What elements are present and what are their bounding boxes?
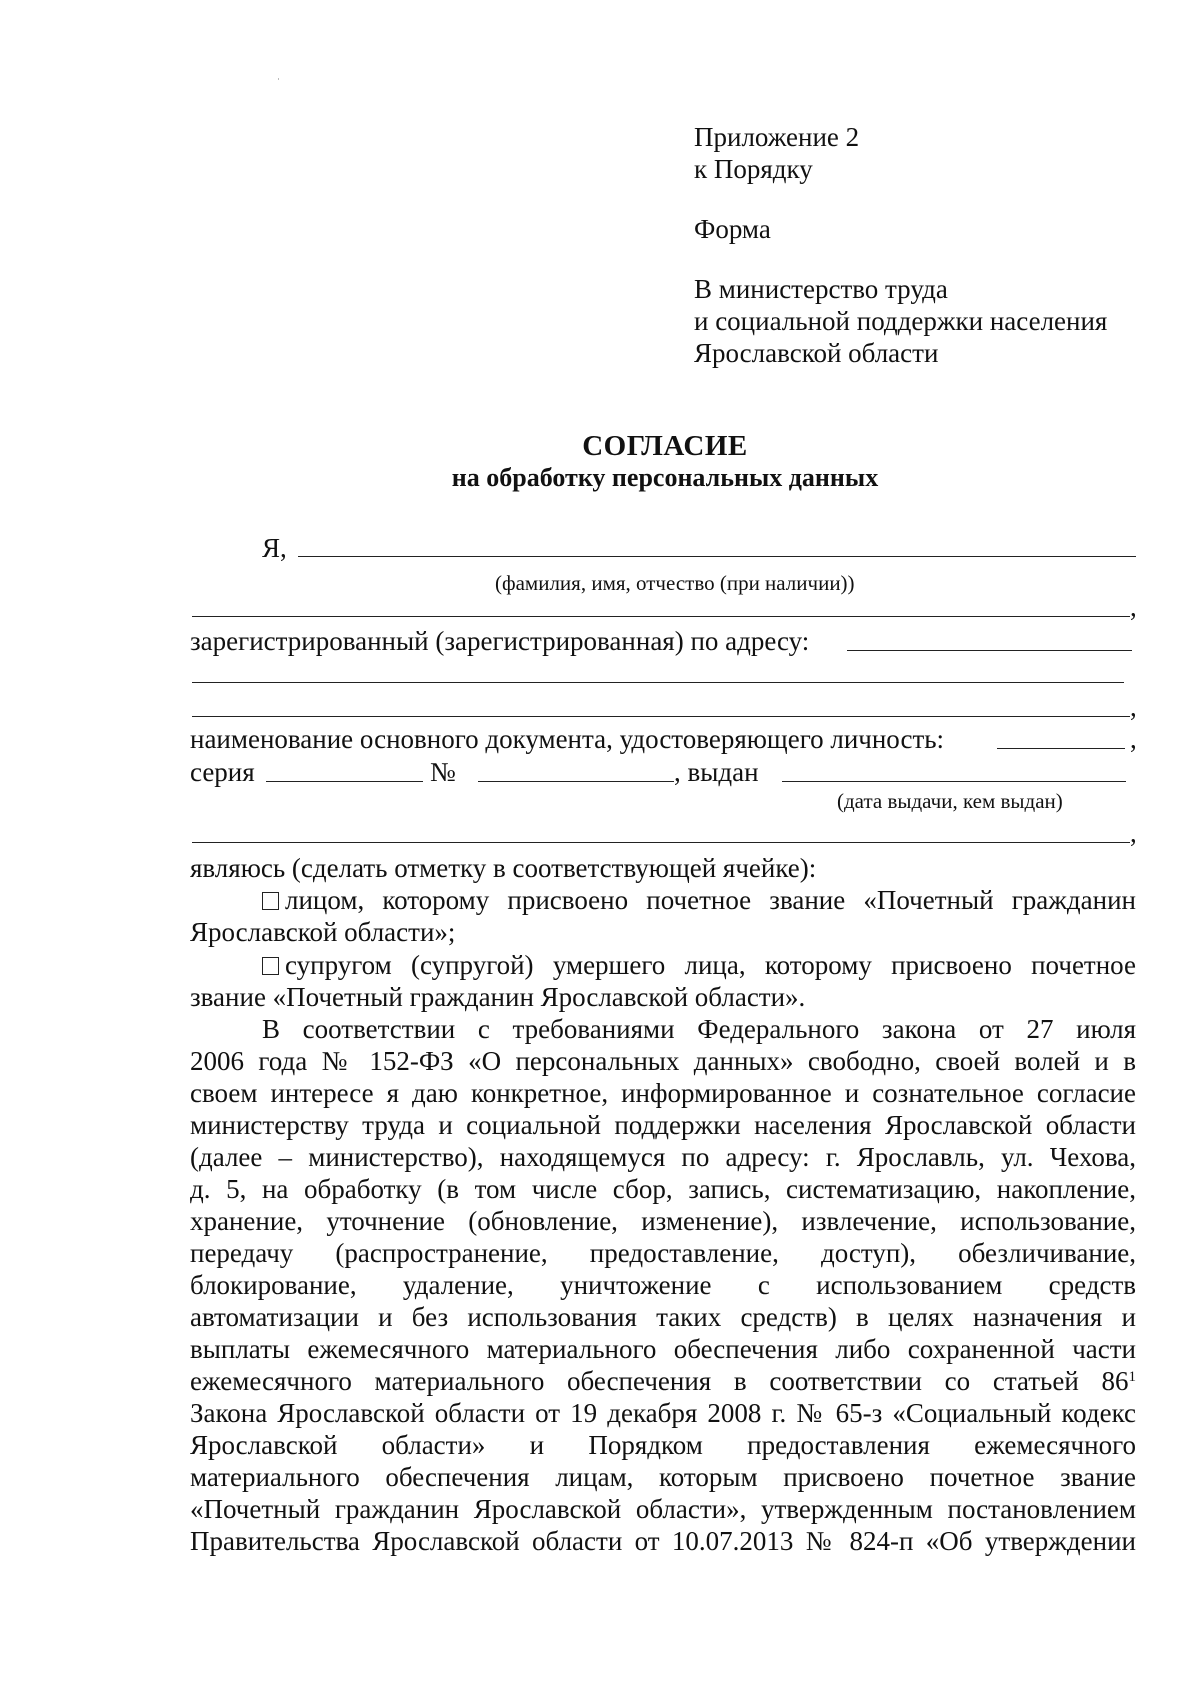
appendix-label: Приложение 2 [694, 122, 860, 152]
consent-line-1: В соответствии с требованиями Федерального закона от 27 июля [262, 1014, 1136, 1044]
consent-line-9: блокирование, удаление, уничтожение с использованием средств [190, 1270, 1136, 1300]
issued-label: , выдан [674, 757, 759, 787]
consent-line-2: 2006 года № 152-ФЗ «О персональных данных» свободно, своей волей и в [190, 1046, 1136, 1076]
consent-line-14: Ярославской области» и Порядком предоставления ежемесячного [190, 1430, 1136, 1460]
consent-line-12 [190, 1365, 1136, 1397]
consent-line-15: материального обеспечения лицам, которым присвоено почетное звание [190, 1462, 1136, 1492]
comma: , [1130, 592, 1137, 622]
document-subtitle: на обработку персональных данных [451, 463, 879, 492]
series-field[interactable] [266, 781, 423, 782]
series-label: серия [190, 757, 255, 787]
document-header [694, 121, 1134, 369]
consent-line-5: (далее – министерство), находящемуся по адресу: г. Ярославль, ул. Чехова, [190, 1142, 1136, 1172]
consent-line-6: д. 5, на обработку (в том числе сбор, запись, систематизацию, накопление, [190, 1174, 1136, 1204]
order-reference: к Порядку [694, 154, 813, 184]
status-intro: являюсь (сделать отметку в соответствующей ячейке): [190, 853, 817, 883]
addressee-line-3: Ярославской области [694, 338, 939, 368]
form-label: Форма [694, 214, 771, 244]
status-option-2-cont: звание «Почетный гражданин Ярославской области». [190, 982, 806, 1012]
scan-speck [278, 78, 279, 80]
consent-paragraph [190, 1013, 1136, 1573]
consent-line-4: министерству труда и социальной поддержки населения Ярославской области [190, 1110, 1136, 1140]
consent-line-11: выплаты ежемесячного материального обеспечения либо сохраненной части [190, 1334, 1136, 1364]
issued-by-field[interactable] [782, 781, 1126, 782]
identity-document-label: наименование основного документа, удостоверяющего личность: [190, 724, 945, 754]
document-title: СОГЛАСИЕ [582, 430, 748, 462]
article-superscript: 1 [1128, 1369, 1136, 1385]
i-label: Я, [262, 533, 287, 563]
status-option-1-cont: Ярославской области»; [190, 917, 456, 947]
consent-line-10: автоматизации и без использования таких средств) в целях назначения и [190, 1302, 1136, 1332]
status-option-1-text: лицом, которому присвоено почетное звание «Почетный гражданин [285, 885, 1136, 915]
status-option-1 [190, 884, 1136, 916]
checkbox-honorary-citizen[interactable] [262, 892, 279, 910]
status-option-2 [190, 949, 1136, 981]
consent-line-3: своем интересе я даю конкретное, информированное и сознательное согласие [190, 1078, 1136, 1108]
full-name-continuation-field[interactable] [192, 616, 1130, 617]
status-section [190, 852, 1136, 1012]
address-field-line-2[interactable] [192, 682, 1124, 683]
consent-line-7: хранение, уточнение (обновление, изменение), извлечение, использование, [190, 1206, 1136, 1236]
number-field[interactable] [478, 781, 674, 782]
consent-line-8: передачу (распространение, предоставление, доступ), обезличивание, [190, 1238, 1136, 1268]
status-option-2-text: супругом (супругой) умершего лица, которому присвоено почетное [285, 950, 1136, 980]
identity-document-field[interactable] [997, 748, 1125, 749]
addressee-line-2: и социальной поддержки населения [694, 306, 1108, 336]
full-name-field[interactable] [298, 556, 1136, 557]
issued-by-continuation-field[interactable] [192, 842, 1130, 843]
address-field-line-3[interactable] [192, 716, 1130, 717]
number-label: № [430, 757, 456, 787]
consent-line-12-text: ежемесячного материального обеспечения в соответствии со статьей 86 [190, 1366, 1129, 1396]
consent-line-16: «Почетный гражданин Ярославской области», утвержденным постановлением [190, 1494, 1136, 1524]
address-field[interactable] [847, 650, 1132, 651]
addressee-line-1: В министерство труда [694, 274, 948, 304]
comma: , [1130, 724, 1137, 754]
comma: , [1130, 818, 1137, 848]
issued-hint: (дата выдачи, кем выдан) [837, 789, 1063, 813]
consent-line-13: Закона Ярославской области от 19 декабря 2008 г. № 65-з «Социальный кодекс [190, 1398, 1136, 1428]
full-name-hint: (фамилия, имя, отчество (при наличии)) [495, 571, 855, 595]
registered-address-label: зарегистрированный (зарегистрированная) по адресу: [190, 626, 810, 656]
checkbox-spouse[interactable] [262, 957, 279, 975]
consent-line-17: Правительства Ярославской области от 10.07.2013 № 824-п «Об утверждении [190, 1526, 1136, 1556]
comma: , [1130, 692, 1137, 722]
